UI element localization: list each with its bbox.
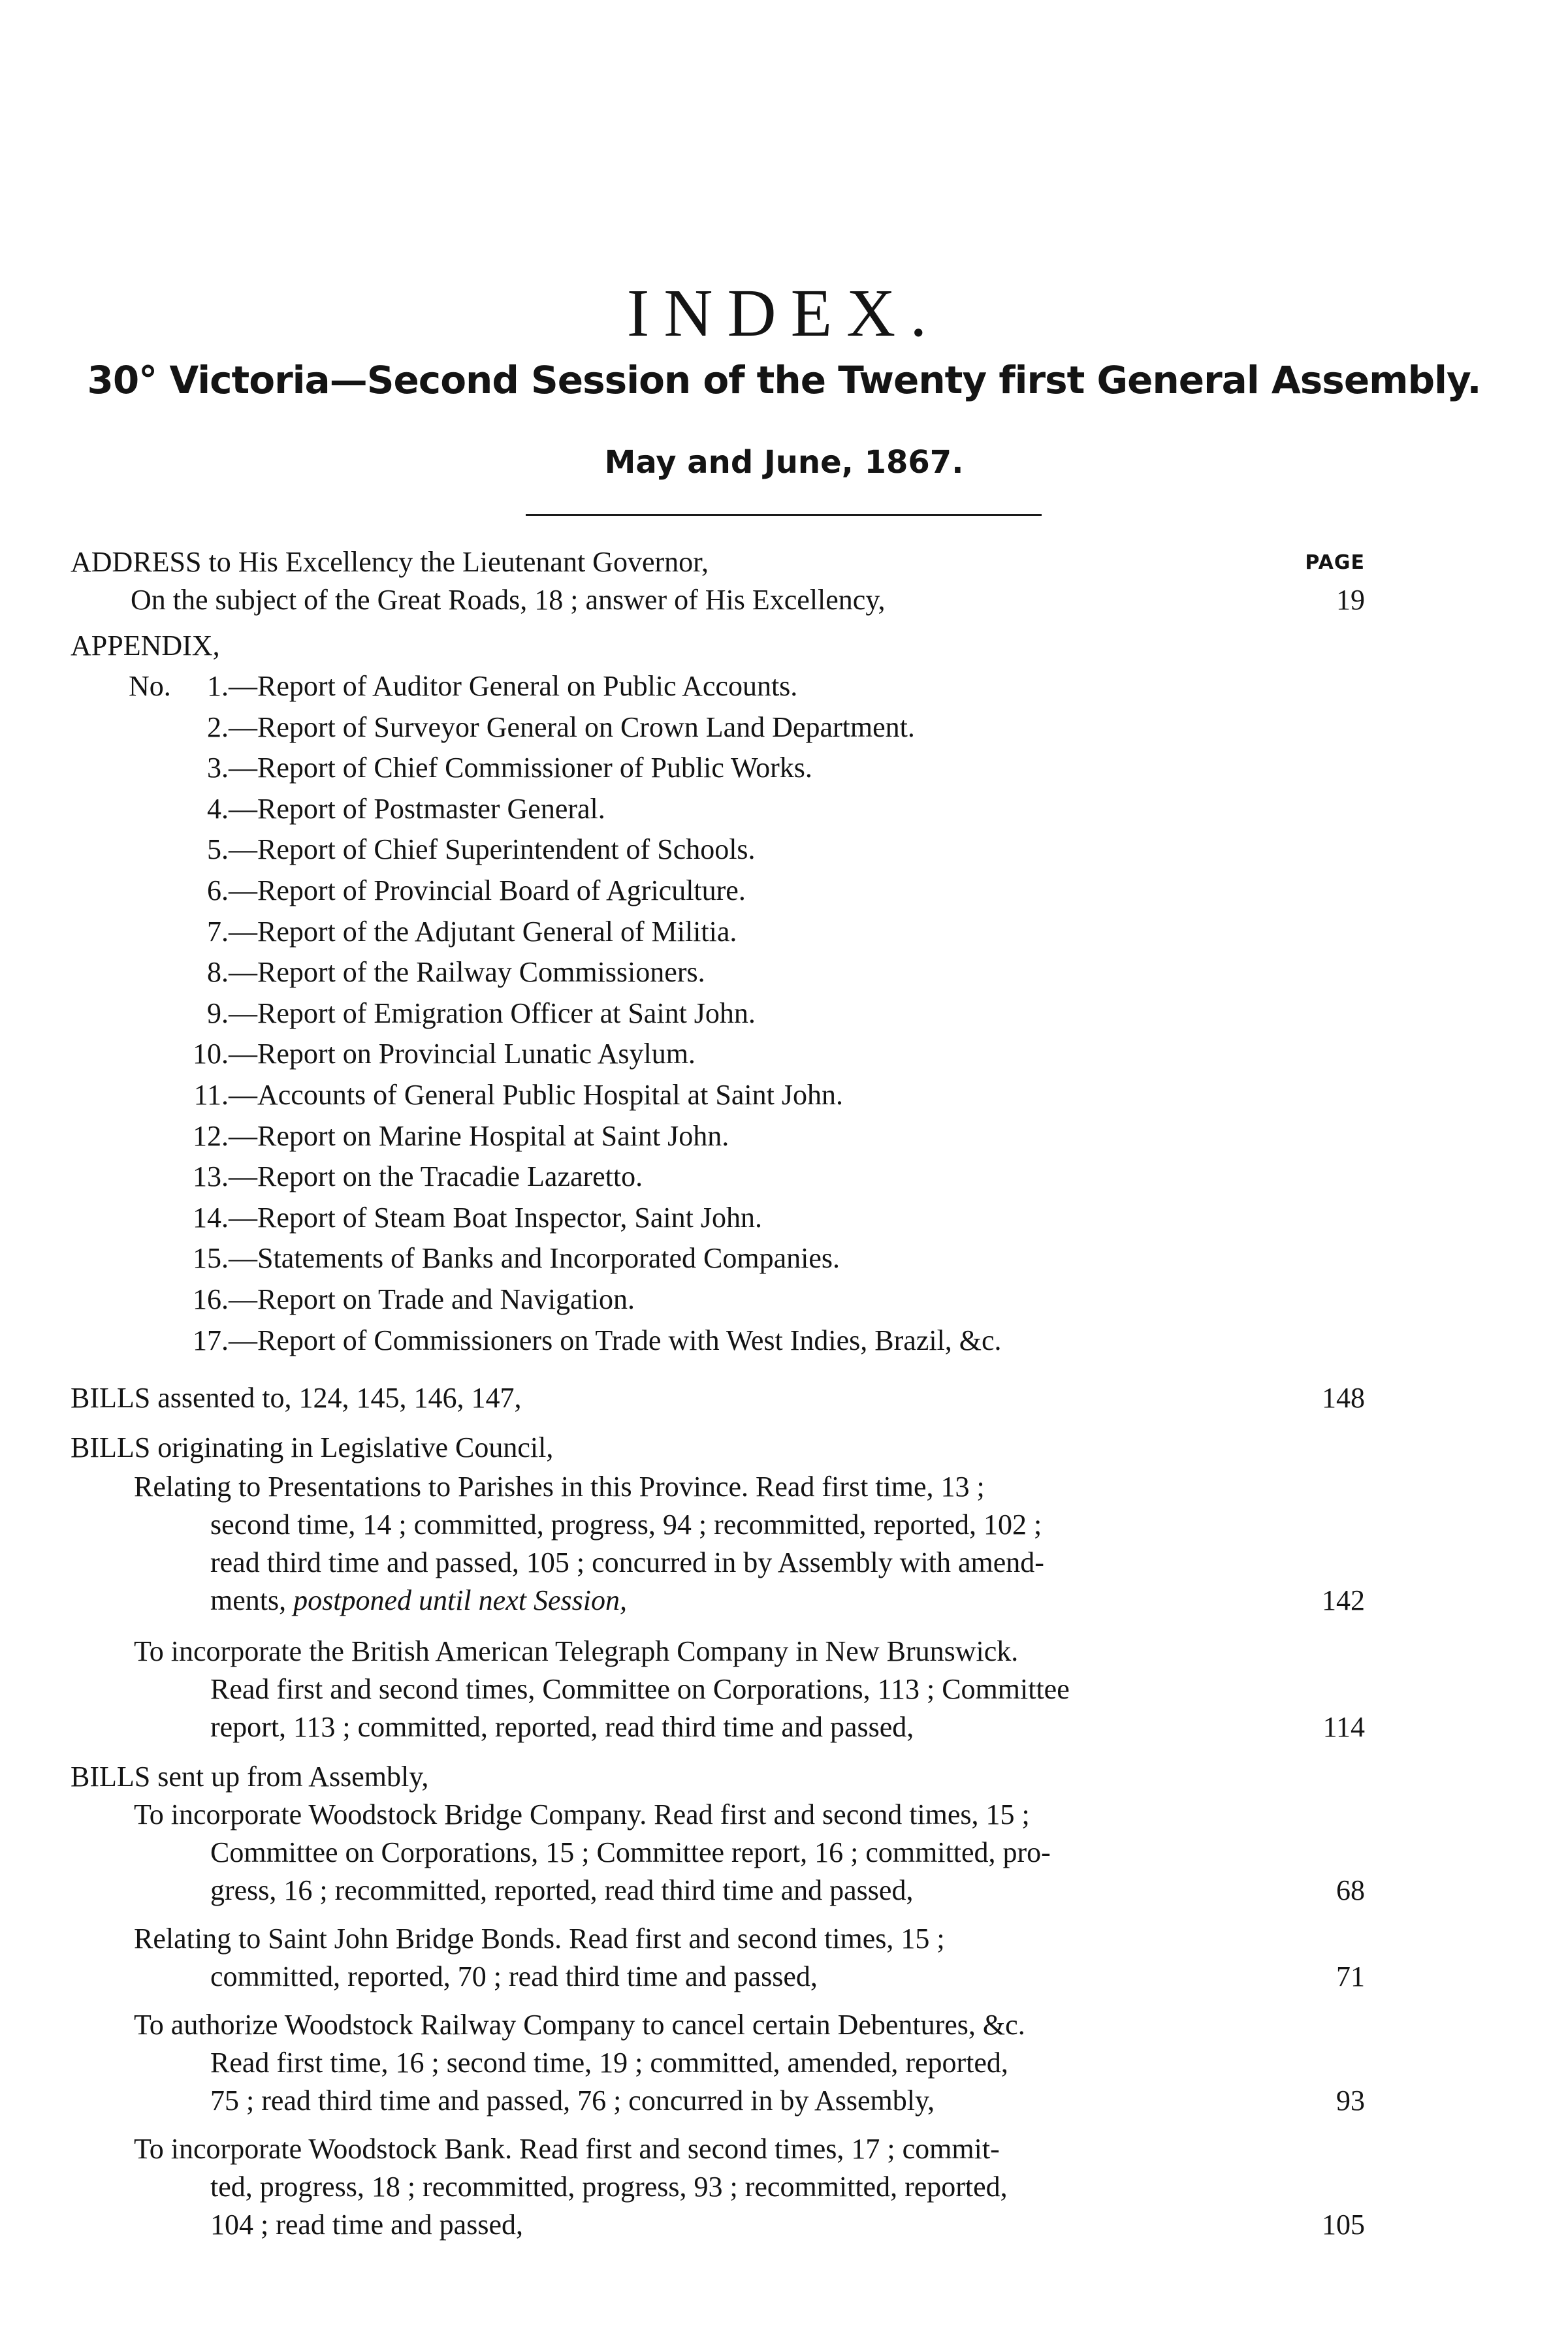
appendix-item-number: 13. [193,1160,229,1192]
bills-assented-page: 148 [1322,1382,1365,1414]
appendix-item-number: 17. [193,1324,229,1356]
appendix-item-title: —Report of the Railway Commissioners. [229,956,705,988]
assembly-entry-1-line-1: To incorporate Woodstock Bridge Company. Read first and second times, 15 ; [134,1798,1030,1830]
assembly-entry-4-line-2: ted, progress, 18 ; recommitted, progress, 93 ; recommitted, reported, [210,2171,1008,2203]
address-line: On the subject of the Great Roads, 18 ; answer of His Excellency, [131,584,886,616]
bills-assented: BILLS assented to, 124, 145, 146, 147, [71,1382,522,1414]
bills-assembly-heading: BILLS sent up from Assembly, [71,1761,429,1793]
appendix-item-title: —Report of Chief Commissioner of Public Works. [229,752,812,784]
council-entry-1-line-3: read third time and passed, 105 ; concurred in by Assembly with amend- [210,1546,1044,1578]
assembly-entry-1-line-2: Committee on Corporations, 15 ; Committee report, 16 ; committed, pro- [210,1836,1051,1868]
appendix-item-title: —Report on the Tracadie Lazaretto. [229,1160,643,1192]
council-entry-1-line-4: ments, postponed until next Session, [210,1584,627,1616]
appendix-item-title: —Report of the Adjutant General of Militia. [229,916,737,948]
assembly-entry-2-line-1: Relating to Saint John Bridge Bonds. Read first and second times, 15 ; [134,1923,945,1955]
assembly-entry-2-page: 71 [1336,1960,1365,1992]
appendix-heading: APPENDIX, [71,630,220,662]
appendix-item-number: 10. [193,1038,229,1070]
title-rule [526,514,1042,516]
assembly-entry-3-line-2: Read first time, 16 ; second time, 19 ; committed, amended, reported, [210,2047,1008,2079]
appendix-item-title: —Report of Provincial Board of Agriculture. [229,874,746,906]
council-entry-2-line-3: report, 113 ; committed, reported, read third time and passed, [210,1711,914,1743]
council-entry-1-page: 142 [1322,1584,1365,1616]
assembly-entry-1-line-3: gress, 16 ; recommitted, reported, read third time and passed, [210,1874,914,1906]
assembly-entry-4-page: 105 [1322,2209,1365,2241]
appendix-no-label: No. [129,670,171,702]
assembly-entry-1-page: 68 [1336,1874,1365,1906]
appendix-item-title: —Report on Trade and Navigation. [229,1283,635,1315]
session-subtitle: 30° Victoria—Second Session of the Twenty first General Assembly. [87,358,1481,402]
appendix-item [137,913,737,951]
appendix-item-title: —Report of Emigration Officer at Saint John. [229,997,756,1029]
appendix-item [137,1076,843,1114]
appendix-item [137,1199,762,1237]
appendix-item-number: 3. [207,752,229,784]
council-entry-2-page: 114 [1322,1711,1365,1743]
page-title: INDEX. [626,276,942,351]
address-heading: ADDRESS to His Excellency the Lieutenant Governor, [71,546,709,578]
postponed-note: postponed until next Session, [293,1584,627,1616]
appendix-item [137,667,797,705]
appendix-item [137,1035,696,1073]
bills-council-heading: BILLS originating in Legislative Council, [71,1431,554,1463]
appendix-item-title: —Report of Chief Superintendent of Schools. [229,833,756,865]
appendix-item [137,995,756,1032]
appendix-item-title: —Report on Provincial Lunatic Asylum. [229,1038,696,1070]
assembly-entry-3-page: 93 [1336,2085,1365,2117]
appendix-item-number: 16. [193,1283,229,1315]
page-column-label: PAGE [1305,551,1365,574]
appendix-item-title: —Statements of Banks and Incorporated Companies. [229,1242,840,1274]
appendix-item-number: 6. [207,874,229,906]
appendix-item [137,749,812,787]
appendix-item [137,953,705,991]
appendix-item-number: 12. [193,1120,229,1152]
appendix-item-title: —Report of Commissioners on Trade with West Indies, Brazil, &c. [229,1324,1002,1356]
appendix-item-number: 14. [193,1202,229,1234]
appendix-item-title: —Accounts of General Public Hospital at Saint John. [229,1079,843,1111]
assembly-entry-2-line-2: committed, reported, 70 ; read third time and passed, [210,1960,818,1992]
appendix-item-title: —Report of Auditor General on Public Accounts. [229,670,798,702]
address-page: 19 [1336,584,1365,616]
appendix-item-number: 9. [207,997,229,1029]
assembly-entry-4-line-1: To incorporate Woodstock Bank. Read first and second times, 17 ; commit- [134,2133,1000,2165]
appendix-item [137,709,915,746]
appendix-item-title: —Report of Surveyor General on Crown Land Department. [229,711,915,743]
appendix-item [137,831,756,869]
appendix-item [137,872,746,910]
assembly-entry-4-line-3: 104 ; read time and passed, [210,2209,523,2241]
council-entry-2-line-1: To incorporate the British American Telegraph Company in New Brunswick. [134,1635,1019,1667]
appendix-item [137,1281,635,1318]
appendix-item-title: —Report of Postmaster General. [229,793,605,825]
appendix-item-number: 7. [207,916,229,948]
appendix-item-number: 4. [207,793,229,825]
session-date: May and June, 1867. [604,444,964,481]
assembly-entry-3-line-3: 75 ; read third time and passed, 76 ; concurred in by Assembly, [210,2085,935,2117]
appendix-item [137,1322,1002,1360]
appendix-item-number: 11. [193,1079,229,1111]
council-entry-1-line-1: Relating to Presentations to Parishes in this Province. Read first time, 13 ; [134,1471,985,1503]
appendix-item [137,1239,840,1277]
appendix-item-number: 8. [207,956,229,988]
assembly-entry-3-line-1: To authorize Woodstock Railway Company to cancel certain Debentures, &c. [134,2009,1025,2041]
council-entry-1-line-2: second time, 14 ; committed, progress, 94 ; recommitted, reported, 102 ; [210,1509,1042,1541]
appendix-item [137,790,605,828]
appendix-item-number: 5. [207,833,229,865]
appendix-item-number: 1. [207,670,229,702]
appendix-item [137,1117,729,1155]
council-entry-2-line-2: Read first and second times, Committee on Corporations, 113 ; Committee [210,1673,1070,1705]
appendix-item-title: —Report of Steam Boat Inspector, Saint John. [229,1202,763,1234]
appendix-item-number: 15. [193,1242,229,1274]
appendix-item-title: —Report on Marine Hospital at Saint John. [229,1120,729,1152]
appendix-item [137,1158,643,1196]
appendix-item-number: 2. [207,711,229,743]
